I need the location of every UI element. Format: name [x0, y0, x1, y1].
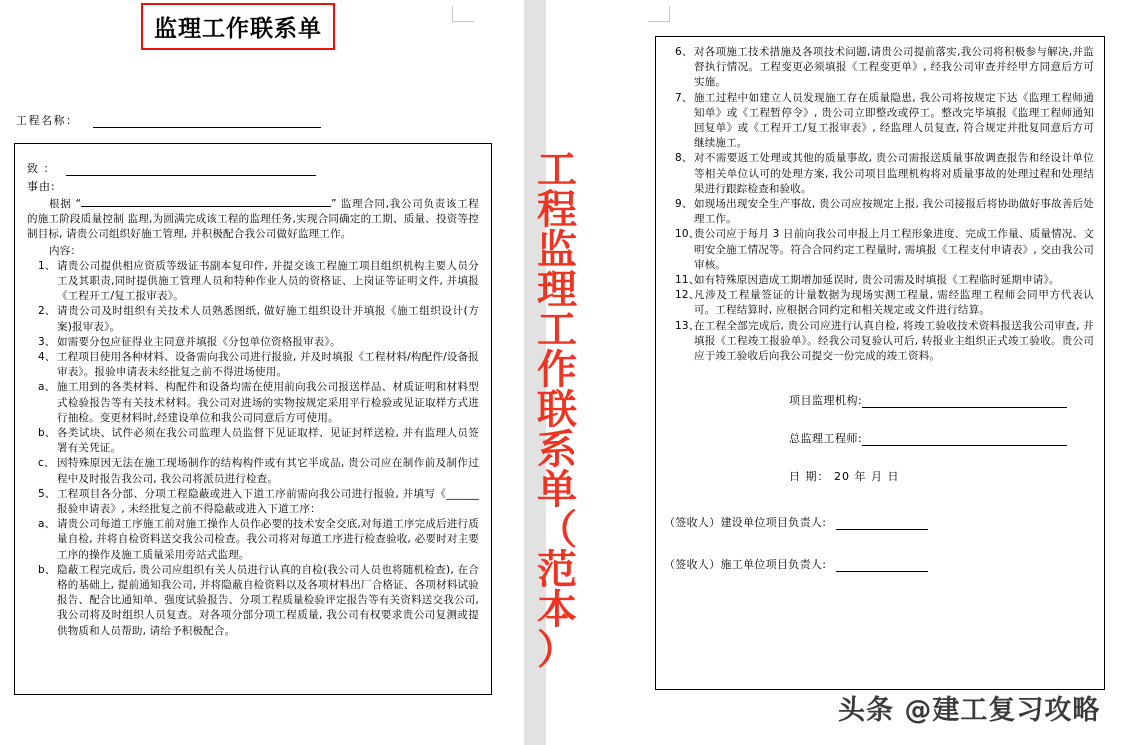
item-marker: 9、 — [675, 198, 693, 211]
item-marker: 4、 — [38, 351, 56, 364]
item-marker: 1、 — [38, 259, 56, 272]
receipt-contractor-label: （签收人）施工单位项目负责人: — [664, 558, 827, 572]
list-item — [27, 335, 479, 350]
item-marker: 2、 — [38, 305, 56, 318]
list-item — [27, 426, 479, 456]
to-field — [27, 160, 479, 176]
item-marker: 3、 — [38, 335, 56, 348]
item-marker: b、 — [38, 563, 56, 576]
left-form-frame — [14, 143, 492, 695]
item-marker: 6、 — [675, 46, 693, 58]
chief-engineer-label: 总监理工程师: — [789, 432, 863, 446]
contract-name-blank[interactable] — [81, 195, 331, 207]
spine-char: 理 — [537, 267, 577, 313]
receipt-owner-label: （签收人）建设单位项目负责人: — [664, 516, 827, 530]
list-item — [27, 517, 479, 563]
item-text: 对各项施工技术措施及各项技术问题,请贵公司提前落实,我公司将积极参与解决,并监督执行情况。工程变更必须填报《工程变更单》, 经我公司审查并经甲方同意后方可实施。 — [694, 46, 1094, 89]
item-marker: b、 — [38, 427, 56, 440]
item-text: 请贵公司及时组织有关技术人员熟悉图纸, 做好施工组织设计并填报《施工组织设计(方案)报审表》。 — [57, 305, 479, 333]
list-item — [27, 487, 479, 517]
item-marker: 12、 — [675, 289, 700, 302]
receipt-contractor-blank[interactable] — [836, 560, 928, 572]
receipt-block — [664, 514, 1094, 572]
chief-engineer-field — [664, 430, 1094, 446]
left-clause-list — [27, 259, 479, 639]
spine-char: ） — [537, 627, 577, 673]
project-name-blank[interactable] — [93, 116, 321, 128]
spine-char: 系 — [537, 427, 577, 473]
supervision-org-blank[interactable] — [862, 396, 1067, 408]
list-item — [27, 350, 479, 380]
item-marker: 13、 — [675, 319, 700, 332]
content-label: 内容： — [49, 244, 82, 257]
item-marker: 7、 — [675, 91, 693, 104]
item-marker: 10、 — [675, 228, 700, 241]
to-label: 致 ： — [27, 162, 56, 175]
spine-char: （ — [537, 507, 577, 553]
item-text: 因特殊原因无法在施工现场制作的结构构件或有其它半成品, 贵公司应在制作前及制作过程中及时报告我公司, 我公司将派员进行检查。 — [57, 457, 479, 485]
receipt-row-owner — [664, 514, 1094, 530]
item-marker: 5、 — [38, 487, 56, 500]
item-text: 在工程全部完成后, 贵公司应进行认真自检, 将竣工验收技术资料报送我公司审查, 并填报《工程竣工报验单》。经我公司复验认可后, 转报业主组织正式竣工验收。贵公司应于竣工验收后向我公司提交一份完成的竣工资料。 — [694, 319, 1094, 363]
subject-label: 事由: — [27, 180, 56, 193]
spine-char: 联 — [537, 387, 577, 433]
item-text: 请贵公司提供相应资质等级证书副本复印件, 并提交该工程施工项目组织机构主要人员分工及其职责,同时提供施工管理人员和特种作业人员的资格证、上岗证等证明文件, 并填报《工程开工/复工报审表》。 — [57, 259, 479, 303]
list-item — [27, 563, 479, 639]
intro-body: 负责该工程的施工阶段质量控制 监理,为圆满完成该工程的监理任务,实现合同确定的工期、质量、投资等控制目标, 请贵公司组织好施工管理, 并积极配合我公司做好监理工作。 — [27, 198, 480, 241]
project-name-field — [16, 112, 321, 128]
left-page — [0, 0, 524, 745]
spine-char: 工 — [537, 147, 577, 193]
supervision-org-label: 项目监理机构: — [789, 394, 863, 408]
to-blank[interactable] — [66, 164, 316, 176]
item-text: 如现场出现安全生产事故, 贵公司应按规定上报, 我公司接报后将协助做好事故善后处理工作。 — [694, 198, 1094, 226]
receipt-row-contractor — [664, 556, 1094, 572]
item-text: 贵公司应于每月 3 日前向我公司申报上月工程形象进度、完成工作量、质量情况、文明安全施工情况等。符合合同约定工程量时, 需填报《工程支付申请表》, 交由我公司审核。 — [694, 228, 1094, 271]
item-text: 施工用到的各类材料、构配件和设备均需在使用前向我公司报送样品、材质证明和材料型式检验报告等有关技术材料。我公司对进场的实物按规定采用平行检验或见证取样方式进行抽检。变更材料时,经建设单位和我公司同意后方可使用。 — [57, 381, 479, 424]
spine-char: 单 — [537, 467, 577, 513]
item-text: 请贵公司每道工序施工前对施工操作人员作必要的技术安全交底,对每道工序完成后进行质量自检, 并将自检资料送交我公司检查。我公司将对每道工序进行检查验收, 必要时对主要工序的操作及施工质量采用旁站式监理。 — [57, 518, 479, 561]
list-item — [664, 288, 1094, 318]
item-marker: a、 — [38, 381, 56, 394]
project-name-label: 工程名称： — [16, 114, 79, 127]
list-item — [27, 380, 479, 426]
item-marker: c、 — [38, 457, 55, 470]
page-title: 监理工作联系单 — [154, 16, 322, 42]
item-text: 隐蔽工程完成后, 贵公司应组织有关人员进行认真的自检(我公司人员也将随机检查), 在合格的基础上, 提前通知我公司, 并将隐蔽自检资料以及各项材料出厂合格证、各项材料试验报告、配合比通知单、强度试验报告、分项工程质量检验评定报告等有关资料送交我公司, 我公司将及时组织人员复查。对各项分部分项工程质量, 我公司有权要求贵公司复测或提供物质和人员帮助, 请给予积极配合。 — [57, 563, 479, 637]
item-marker: 11、 — [675, 274, 700, 287]
list-item — [664, 45, 1094, 91]
spine-char: 程 — [537, 187, 577, 233]
receipt-owner-blank[interactable] — [836, 518, 928, 530]
list-item — [664, 151, 1094, 197]
list-item — [27, 259, 479, 305]
signature-block — [664, 392, 1094, 484]
supervision-org-field — [664, 392, 1094, 408]
item-text: 施工过程中如建立人员发现施工存在质量隐患, 我公司将按规定下达《监理工程师通知单》或《工程暂停令》, 贵公司立即整改或停工。整改完毕填报《监理工程师通知回复单》或《工程开工/复工报审表》, 经监理人员复查, 符合规定并批复同意后方可继续施工。 — [694, 91, 1094, 150]
intro-prefix: 根据 “ — [49, 198, 82, 210]
right-clause-list — [664, 45, 1094, 364]
list-item — [27, 304, 479, 334]
item-text: 如有特殊原因造成工期增加延误时, 贵公司需及时填报《工程临时延期申请》。 — [694, 274, 1060, 287]
intro-paragraph — [27, 195, 479, 243]
right-form-frame — [655, 36, 1105, 690]
subject-field — [27, 178, 479, 194]
item-marker: 8、 — [675, 152, 693, 165]
item-text: 凡涉及工程量签证的计量数据为现场实测工程量, 需经监理工程师会同甲方代表认可。工程结算时, 应根据合同约定和相关规定或文件进行结算。 — [694, 289, 1094, 317]
item-text: 工程项目使用各种材料、设备需向我公司进行报验, 并及时填报《工程材料/构配件/设备报审表》。报验申请表未经批复之前不得进场使用。 — [57, 351, 479, 379]
list-item — [27, 456, 479, 486]
item-text: 工程项目各分部、分项工程隐蔽或进入下道工序前需向我公司进行报验, 并填写《______报验申请表》, 未经批复之前不得隐蔽或进入下道工序： — [57, 487, 479, 516]
item-text: 对不需要返工处理或其他的质量事故, 贵公司需报送质量事故调查报告和经设计单位等相关单位认可的处理方案, 我公司项目监理机构将对质量事故的处理过程和处理结果进行跟踪检查和验收。 — [694, 152, 1094, 195]
list-item — [664, 319, 1094, 365]
item-text: 如需要分包应征得业主同意并填报《分包单位资格报审表》。 — [57, 335, 341, 348]
list-item — [664, 197, 1094, 227]
list-item — [664, 91, 1094, 152]
date-row: 日 期： 20 年 月 日 — [789, 470, 900, 484]
list-item — [664, 227, 1094, 273]
item-marker: a、 — [38, 518, 56, 531]
spine-char: 范 — [537, 547, 577, 593]
watermark: 头条 @建工复习攻略 — [838, 695, 1101, 726]
spine-char: 监 — [537, 227, 577, 273]
chief-engineer-blank[interactable] — [862, 434, 1067, 446]
spine-char: 工 — [537, 307, 577, 353]
spine-char: 作 — [537, 347, 577, 393]
form-title-box — [141, 3, 335, 50]
right-page — [546, 0, 1122, 745]
item-text: 各类试块、试件必须在我公司监理人员监督下见证取样、见证封样送检, 并有监理人员签署有关凭证。 — [57, 427, 479, 455]
intro-suffix: ” 监理合同,我公司 — [331, 198, 424, 210]
spine-char: 本 — [537, 587, 577, 633]
list-item — [664, 273, 1094, 288]
